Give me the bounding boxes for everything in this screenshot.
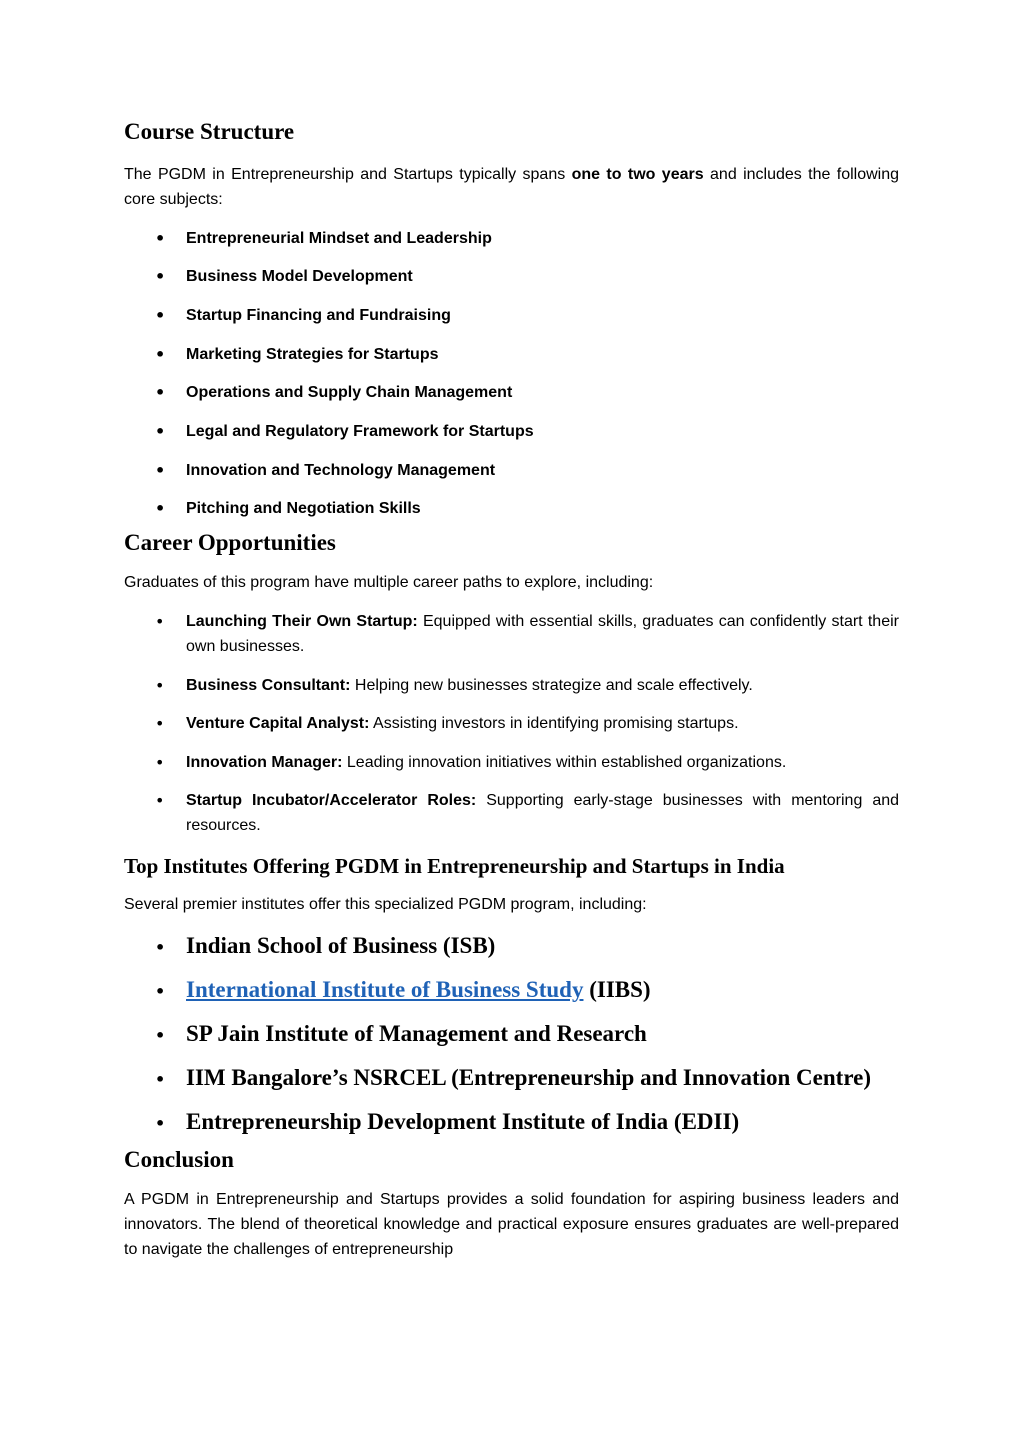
conclusion-text: A PGDM in Entrepreneurship and Startups provides a solid foundation for aspiring business leaders and innovators. The blend of theoretical knowledge and practical exposure ensures graduates are well-prepared to navigate the challenges of entrepreneurship xyxy=(124,1190,899,1258)
institutes-intro: Several premier institutes offer this specialized PGDM program, including: xyxy=(124,896,647,914)
core-subjects-list xyxy=(124,226,899,522)
career-title: Business Consultant: xyxy=(186,676,351,694)
list-item xyxy=(124,711,899,736)
iibs-link[interactable]: International Institute of Business Study xyxy=(186,977,584,1003)
career-description: Assisting investors in identifying promising startups. xyxy=(373,715,739,732)
list-item: • Startup Financing and Fundraising xyxy=(124,303,899,328)
career-opportunities-heading: Career Opportunities xyxy=(124,530,336,556)
intro-duration: one to two years xyxy=(571,165,704,183)
list-item: • SP Jain Institute of Management and Research xyxy=(124,1020,899,1048)
career-description: Equipped with essential skills, graduates can confidently start their own businesses. xyxy=(186,613,899,655)
list-item xyxy=(124,673,899,698)
top-institutes-heading: Top Institutes Offering PGDM in Entrepreneurship and Startups in India xyxy=(124,854,785,878)
career-description: Helping new businesses strategize and scale effectively. xyxy=(354,676,753,694)
career-title: Innovation Manager: xyxy=(186,753,343,771)
list-item: • Business Model Development xyxy=(124,264,899,289)
career-title: Venture Capital Analyst: xyxy=(186,715,370,732)
list-item xyxy=(124,609,899,659)
course-structure-heading: Course Structure xyxy=(124,119,295,144)
list-item xyxy=(124,976,899,1004)
list-item: • Legal and Regulatory Framework for Startups xyxy=(124,419,899,444)
list-item: • Entrepreneurial Mindset and Leadership xyxy=(124,226,899,251)
career-intro: Graduates of this program have multiple career paths to explore, including: xyxy=(124,574,654,591)
career-description: Leading innovation initiatives within established organizations. xyxy=(346,753,787,771)
career-list xyxy=(124,609,899,838)
list-item: • Marketing Strategies for Startups xyxy=(124,342,899,367)
intro-text-post: and includes the following core subjects: xyxy=(124,165,900,208)
document-page xyxy=(124,118,899,1262)
institutes-list xyxy=(124,932,899,1136)
list-item: • Pitching and Negotiation Skills xyxy=(124,496,899,521)
conclusion-heading: Conclusion xyxy=(124,1147,234,1173)
list-item xyxy=(124,788,899,838)
list-item xyxy=(124,750,899,775)
list-item: • Operations and Supply Chain Management xyxy=(124,380,899,405)
career-description: Supporting early-stage businesses with mentoring and resources. xyxy=(186,792,900,834)
list-item: • Entrepreneurship Development Institute of India (EDII) xyxy=(124,1108,899,1136)
career-title: Launching Their Own Startup: xyxy=(186,613,418,630)
list-item: • Indian School of Business (ISB) xyxy=(124,932,899,960)
iibs-abbreviation: (IIBS) xyxy=(589,977,651,1003)
list-item: • IIM Bangalore’s NSRCEL (Entrepreneurship and Innovation Centre) xyxy=(124,1064,899,1092)
course-structure-intro xyxy=(124,162,899,212)
career-title: Startup Incubator/Accelerator Roles: xyxy=(186,792,477,809)
intro-text-pre: The PGDM in Entrepreneurship and Startups typically spans xyxy=(124,165,566,183)
list-item: • Innovation and Technology Management xyxy=(124,458,899,483)
